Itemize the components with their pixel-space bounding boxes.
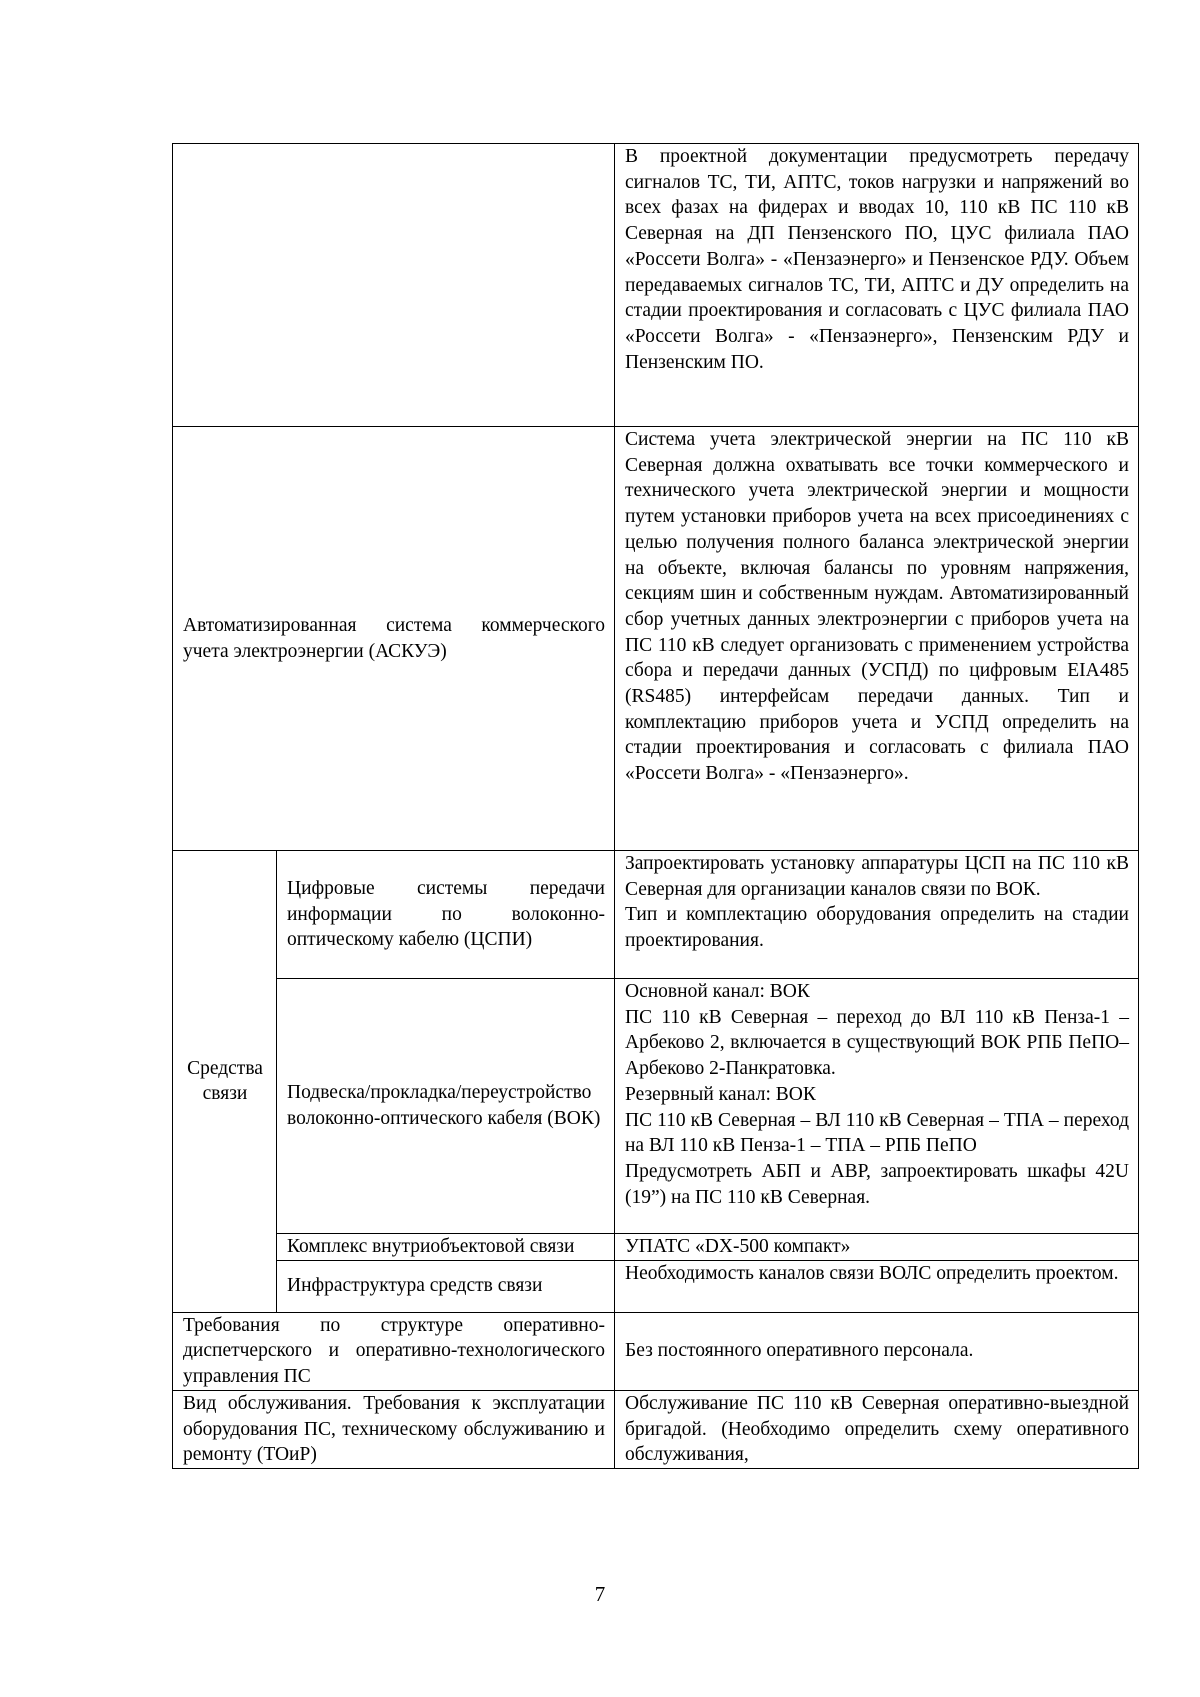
param-cell: Цифровые системы передачи информации по волоконно-оптическому кабелю (ЦСПИ) xyxy=(277,851,615,979)
table-row xyxy=(173,1390,1139,1468)
requirement-cell: Система учета электрической энергии на ПС 110 кВ Северная должна охватывать все точки коммерческого и технического учета электрической энергии и мощности путем установки приборов учета на всех присоединениях с целью получения полного баланса электрической энергии на объекте, включая балансы по уровням напряжения, секциям шин и собственным нуждам. Автоматизированный сбор учетных данных электроэнергии с приборов учета на ПС 110 кВ следует организовать с применением устройства сбора и передачи данных (УСПД) по цифровым EIA485 (RS485) интерфейсам передачи данных. Тип и комплектацию приборов учета и УСПД определить на стадии проектирования и согласовать с филиала ПАО «Россети Волга» - «Пензаэнерго». xyxy=(615,427,1139,851)
requirement-cell: Необходимость каналов связи ВОЛС определить проектом. xyxy=(615,1260,1139,1312)
param-cell: Вид обслуживания. Требования к эксплуатации оборудования ПС, техническому обслуживанию и ремонту (ТОиР) xyxy=(173,1390,615,1468)
requirement-cell: УПАТС «DX-500 компакт» xyxy=(615,1234,1139,1261)
param-cell: Требования по структуре оперативно-диспетчерского и оперативно-технологического управления ПС xyxy=(173,1312,615,1390)
param-cell: Комплекс внутриобъектовой связи xyxy=(277,1234,615,1261)
table-row xyxy=(173,851,1139,979)
requirement-cell xyxy=(615,979,1139,1234)
param-cell: Инфраструктура средств связи xyxy=(277,1260,615,1312)
requirement-line: Резервный канал: ВОК xyxy=(625,1083,816,1105)
requirement-line: Тип и комплектацию оборудования определить на стадии проектирования. xyxy=(625,904,1129,952)
table-row xyxy=(173,427,1139,851)
requirements-table xyxy=(172,143,1139,1469)
table-row xyxy=(173,979,1139,1234)
table-row xyxy=(173,1234,1139,1261)
requirement-cell: Обслуживание ПС 110 кВ Северная оперативно-выездной бригадой. (Необходимо определить схему оперативного обслуживания, xyxy=(615,1390,1139,1468)
requirement-line: Запроектировать установку аппаратуры ЦСП на ПС 110 кВ Северная для организации каналов связи по ВОК. xyxy=(625,853,1129,900)
requirement-cell xyxy=(615,851,1139,979)
requirement-line: Основной канал: ВОК xyxy=(625,981,810,1002)
requirement-line: ПС 110 кВ Северная – ВЛ 110 кВ Северная – ТПА – переход на ВЛ 110 кВ Пенза-1 – ТПА – РПБ ПеПО xyxy=(625,1109,1129,1157)
param-cell: Автоматизированная система коммерческого учета электроэнергии (АСКУЭ) xyxy=(173,427,615,851)
group-cell-communications: Средства связи xyxy=(173,851,277,1313)
requirement-cell: В проектной документации предусмотреть передачу сигналов ТС, ТИ, АПТС, токов нагрузки и напряжений во всех фазах на фидерах и вводах 10, 110 кВ ПС 110 кВ Северная на ДП Пензенского ПО, ЦУС филиала ПАО «Россети Волга» - «Пензаэнерго» и Пензенское РДУ. Объем передаваемых сигналов ТС, ТИ, АПТС и ДУ определить на стадии проектирования и согласовать с ЦУС филиала ПАО «Россети Волга» - «Пензаэнерго», Пензенским РДУ и Пензенским ПО. xyxy=(615,144,1139,427)
param-cell: Подвеска/прокладка/переустройство волоконно-оптического кабеля (ВОК) xyxy=(277,979,615,1234)
table-row xyxy=(173,144,1139,427)
requirement-line: Предусмотреть АБП и АВР, запроектировать шкафы 42U (19”) на ПС 110 кВ Северная. xyxy=(625,1160,1129,1208)
requirement-line: ПС 110 кВ Северная – переход до ВЛ 110 кВ Пенза-1 – Арбеково 2, включается в существующий ВОК РПБ ПеПО–Арбеково 2-Панкратовка. xyxy=(625,1006,1129,1080)
page-number: 7 xyxy=(594,1582,606,1606)
table-row xyxy=(173,1312,1139,1390)
requirement-cell: Без постоянного оперативного персонала. xyxy=(615,1312,1139,1390)
table-row xyxy=(173,1260,1139,1312)
param-cell xyxy=(173,144,615,427)
